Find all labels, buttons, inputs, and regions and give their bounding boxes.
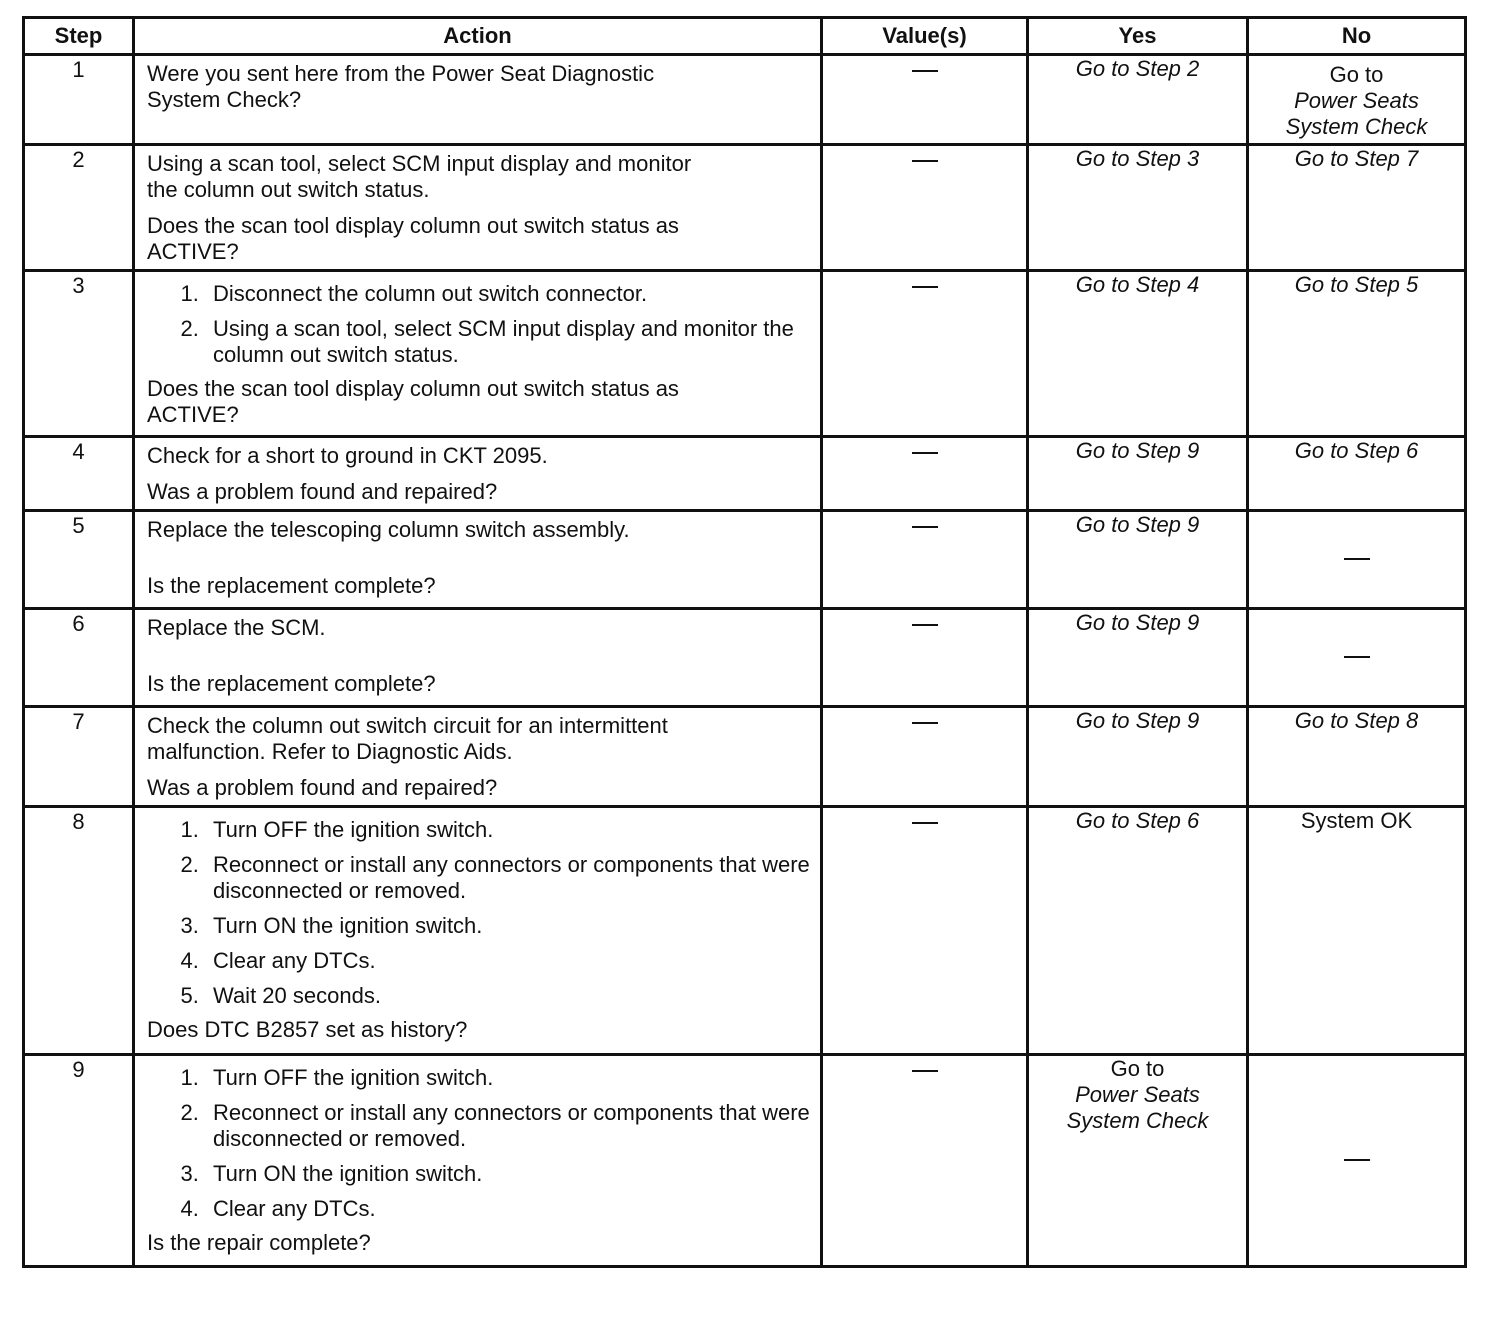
action-cell [134,271,822,437]
action-step: 2. Reconnect or install any connectors or components that were disconnected or removed. [205,1100,810,1152]
table-row [24,609,1466,707]
empty-outcome-dash [1344,558,1370,560]
empty-value-dash [912,722,938,724]
yes-goto-link[interactable]: Go to Step 9 [1075,610,1200,635]
action-cell [134,55,822,145]
value-cell [822,1055,1028,1267]
table-row [24,145,1466,271]
empty-value-dash [912,1070,938,1072]
header-row [24,18,1466,55]
action-text: the column out switch status. [147,177,430,202]
yes-goto-link[interactable]: Power Seats [1075,1082,1200,1107]
header-step: Step [24,18,134,55]
yes-goto-link[interactable]: Go to Step 9 [1075,708,1200,733]
action-step: 4. Clear any DTCs. [205,1196,810,1222]
action-question: Does DTC B2857 set as history? [147,1017,468,1042]
yes-cell [1028,609,1248,707]
no-cell [1248,807,1466,1055]
no-cell [1248,1055,1466,1267]
empty-value-dash [912,526,938,528]
empty-value-dash [912,286,938,288]
action-text: Using a scan tool, select SCM input display and monitor [147,151,692,176]
step-number: 7 [24,707,134,807]
no-goto-prefix: Go to [1329,62,1384,87]
action-text: Replace the SCM. [147,615,326,640]
action-steps-list [147,1065,810,1222]
yes-cell [1028,437,1248,511]
no-goto-link[interactable]: System Check [1285,114,1428,139]
action-cell [134,609,822,707]
action-step: 2. Using a scan tool, select SCM input display and monitor the column out switch status. [205,316,810,368]
step-number: 9 [24,1055,134,1267]
empty-value-dash [912,70,938,72]
yes-goto-link[interactable]: Go to Step 6 [1075,808,1200,833]
action-step: 2. Reconnect or install any connectors or components that were disconnected or removed. [205,852,810,904]
empty-value-dash [912,822,938,824]
value-cell [822,145,1028,271]
value-cell [822,807,1028,1055]
action-step: 1. Turn OFF the ignition switch. [205,817,810,843]
no-cell [1248,437,1466,511]
yes-goto-prefix: Go to [1110,1056,1165,1081]
action-question: Does the scan tool display column out switch status as [147,213,679,238]
action-text: Were you sent here from the Power Seat Diagnostic [147,61,655,86]
table-row [24,1055,1466,1267]
yes-goto-link[interactable]: Go to Step 9 [1075,512,1200,537]
no-cell [1248,271,1466,437]
empty-value-dash [912,624,938,626]
action-cell [134,511,822,609]
empty-outcome-dash [1344,656,1370,658]
table-row [24,707,1466,807]
step-number: 2 [24,145,134,271]
action-steps-list [147,281,810,368]
no-goto-link[interactable]: Go to Step 6 [1294,438,1419,463]
header-action: Action [134,18,822,55]
value-cell [822,55,1028,145]
yes-cell [1028,271,1248,437]
action-question: ACTIVE? [147,402,239,427]
action-cell [134,807,822,1055]
table-row [24,55,1466,145]
no-cell [1248,55,1466,145]
empty-value-dash [912,452,938,454]
yes-cell [1028,145,1248,271]
diagnostic-table [22,16,1467,1268]
action-text: Check the column out switch circuit for an intermittent [147,713,668,738]
action-step: 5. Wait 20 seconds. [205,983,810,1009]
no-cell [1248,609,1466,707]
yes-goto-link[interactable]: Go to Step 9 [1075,438,1200,463]
value-cell [822,609,1028,707]
no-cell [1248,707,1466,807]
value-cell [822,271,1028,437]
no-cell [1248,511,1466,609]
empty-outcome-dash [1344,1159,1370,1161]
step-number: 3 [24,271,134,437]
action-cell [134,437,822,511]
table-row [24,271,1466,437]
value-cell [822,437,1028,511]
step-number: 6 [24,609,134,707]
action-step: 1. Turn OFF the ignition switch. [205,1065,810,1091]
no-goto-link[interactable]: Power Seats [1294,88,1419,113]
yes-goto-link[interactable]: System Check [1066,1108,1209,1133]
yes-goto-link[interactable]: Go to Step 3 [1075,146,1200,171]
header-values: Value(s) [822,18,1028,55]
action-text: Check for a short to ground in CKT 2095. [147,443,548,468]
action-question: Is the replacement complete? [147,671,436,696]
yes-cell [1028,707,1248,807]
action-question: ACTIVE? [147,239,239,264]
action-steps-list [147,817,810,1009]
action-question: Was a problem found and repaired? [147,775,498,800]
header-no: No [1248,18,1466,55]
system-ok-text: System OK [1300,808,1413,833]
action-step: 4. Clear any DTCs. [205,948,810,974]
yes-goto-link[interactable]: Go to Step 2 [1075,56,1200,81]
action-question: Is the repair complete? [147,1230,371,1255]
header-yes: Yes [1028,18,1248,55]
no-goto-link[interactable]: Go to Step 8 [1294,708,1419,733]
yes-cell [1028,55,1248,145]
action-text: Replace the telescoping column switch assembly. [147,517,630,542]
yes-cell [1028,511,1248,609]
empty-value-dash [912,160,938,162]
step-number: 5 [24,511,134,609]
action-step: 3. Turn ON the ignition switch. [205,1161,810,1187]
step-number: 8 [24,807,134,1055]
action-step: 3. Turn ON the ignition switch. [205,913,810,939]
step-number: 4 [24,437,134,511]
no-cell [1248,145,1466,271]
action-cell [134,707,822,807]
no-goto-link[interactable]: Go to Step 7 [1294,146,1419,171]
yes-cell [1028,1055,1248,1267]
yes-goto-link[interactable]: Go to Step 4 [1075,272,1200,297]
action-question: Was a problem found and repaired? [147,479,498,504]
action-text: System Check? [147,87,302,112]
action-step: 1. Disconnect the column out switch connector. [205,281,810,307]
table-row [24,511,1466,609]
action-question: Does the scan tool display column out switch status as [147,376,679,401]
action-question: Is the replacement complete? [147,573,436,598]
action-text: malfunction. Refer to Diagnostic Aids. [147,739,513,764]
table-row [24,807,1466,1055]
action-cell [134,145,822,271]
no-goto-link[interactable]: Go to Step 5 [1294,272,1419,297]
yes-cell [1028,807,1248,1055]
value-cell [822,707,1028,807]
value-cell [822,511,1028,609]
step-number: 1 [24,55,134,145]
action-cell [134,1055,822,1267]
table-row [24,437,1466,511]
